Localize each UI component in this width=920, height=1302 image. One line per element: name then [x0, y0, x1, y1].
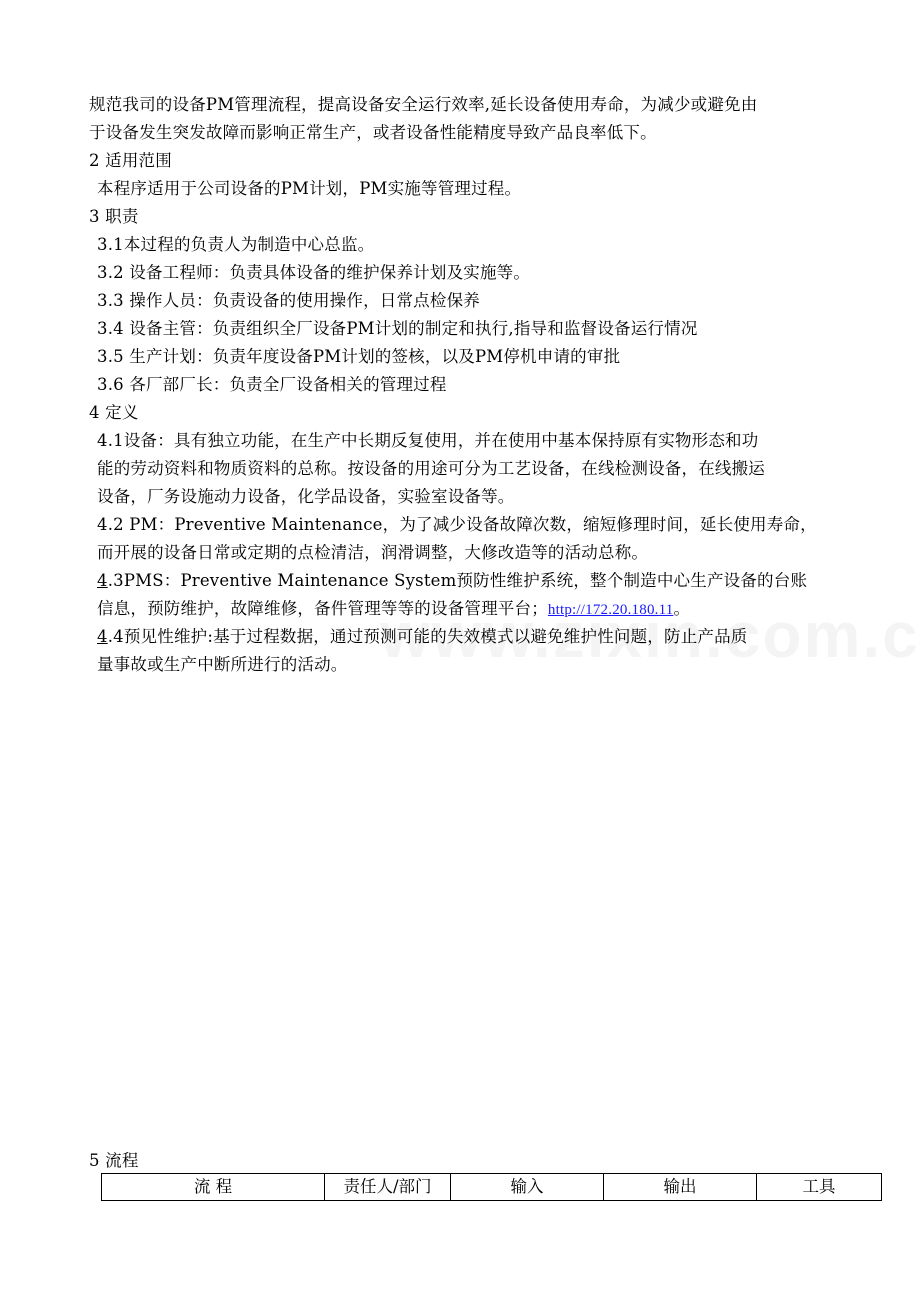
responsibility-3-2: 3.2 设备工程师：负责具体设备的维护保养计划及实施等。: [97, 263, 531, 282]
intro-line-2: 于设备发生突发故障而影响正常生产，或者设备性能精度导致产品良率低下。: [89, 123, 657, 142]
flow-header-process: 流 程: [102, 1174, 325, 1201]
flow-header-responsible: 责任人/部门: [325, 1174, 451, 1201]
responsibility-3-4: 3.4 设备主管：负责组织全厂设备PM计划的制定和执行,指导和监督设备运行情况: [97, 319, 698, 338]
responsibility-3-1: 3.1本过程的负责人为制造中心总监。: [97, 235, 375, 254]
pms-link[interactable]: http://172.20.180.11: [547, 602, 674, 618]
definition-4-4-line-1: [97, 627, 748, 647]
definition-4-4-text: .4预见性维护:基于过程数据，通过预测可能的失效模式以避免维护性问题，防止产品质: [107, 627, 748, 646]
definition-4-1-line-1: 4.1设备：具有独立功能，在生产中长期反复使用，并在使用中基本保持原有实物形态和功: [97, 431, 759, 450]
section-4-heading: 4 定义: [89, 403, 139, 422]
definition-4-3-line-1: [97, 571, 807, 591]
section-2-heading: 2 适用范围: [89, 151, 172, 170]
definition-4-4-number: 4: [97, 627, 108, 646]
definition-4-2-line-2: 而开展的设备日常或定期的点检清洁，润滑调整，大修改造等的活动总称。: [97, 543, 649, 562]
definition-4-3-text-2: 信息，预防维护，故障维修，备件管理等等的设备管理平台；: [97, 599, 548, 618]
flow-header-tools: 工具: [757, 1174, 882, 1201]
definition-4-3-line-2: [97, 599, 690, 620]
responsibility-3-3: 3.3 操作人员：负责设备的使用操作，日常点检保养: [97, 291, 480, 310]
definition-4-3-number: 4: [97, 571, 108, 590]
definition-4-3-end: 。: [673, 599, 691, 618]
section-5-heading: 5 流程: [89, 1151, 139, 1170]
definition-4-2-line-1: 4.2 PM：Preventive Maintenance，为了减少设备故障次数，缩短修理时间，延长使用寿命，: [97, 515, 817, 534]
scope-text: 本程序适用于公司设备的PM计划，PM实施等管理过程。: [97, 179, 522, 198]
flow-header-output: 输出: [604, 1174, 757, 1201]
intro-line-1: 规范我司的设备PM管理流程，提高设备安全运行效率,延长设备使用寿命，为减少或避免由: [89, 95, 758, 114]
definition-4-1-line-3: 设备，厂务设施动力设备，化学品设备，实验室设备等。: [97, 487, 515, 506]
definition-4-4-line-2: 量事故或生产中断所进行的活动。: [97, 655, 348, 674]
responsibility-3-6: 3.6 各厂部厂长：负责全厂设备相关的管理过程: [97, 375, 447, 394]
definition-4-3-text: .3PMS：Preventive Maintenance System预防性维护系统，整个制造中心生产设备的台账: [107, 571, 808, 590]
section-3-heading: 3 职责: [89, 207, 139, 226]
flow-table-header-row: [102, 1174, 882, 1201]
flow-header-input: 输入: [451, 1174, 604, 1201]
flow-table: [101, 1173, 882, 1201]
responsibility-3-5: 3.5 生产计划：负责年度设备PM计划的签核，以及PM停机申请的审批: [97, 347, 621, 366]
definition-4-1-line-2: 能的劳动资料和物质资料的总称。按设备的用途可分为工艺设备，在线检测设备，在线搬运: [97, 459, 765, 478]
